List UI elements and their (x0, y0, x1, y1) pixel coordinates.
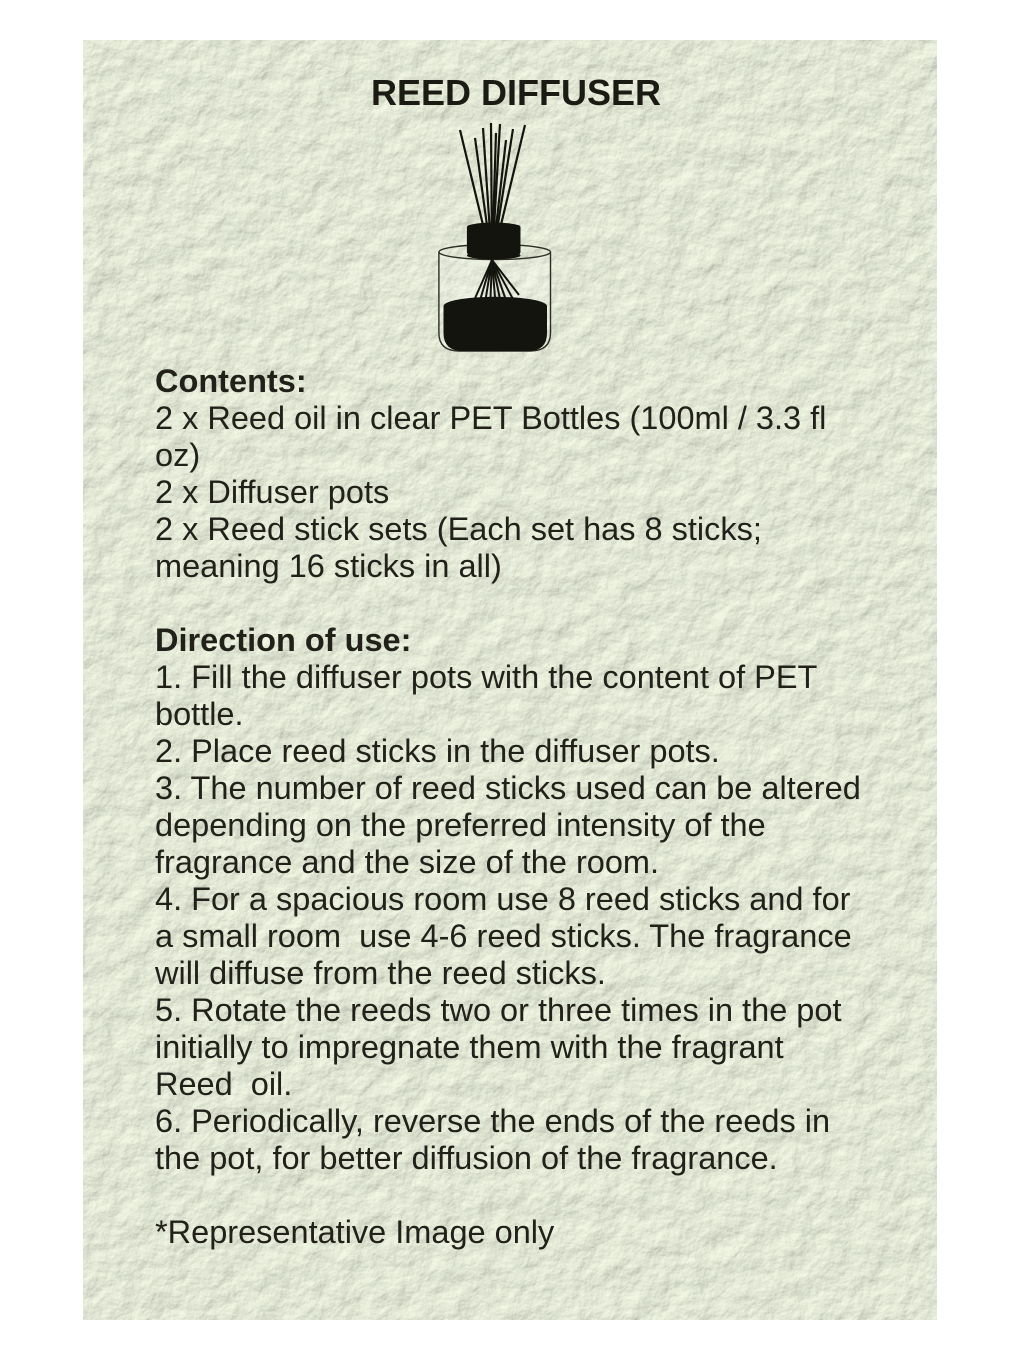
reed-diffuser-illustration (407, 120, 627, 355)
direction-step: 3. The number of reed sticks used can be altered depending on the preferred intensity of the fragrance and the size of the room. (155, 770, 870, 880)
directions-heading: Direction of use: (155, 622, 412, 658)
diffuser-cap (467, 223, 521, 260)
product-info-card (83, 40, 937, 1320)
text-column (155, 363, 870, 1251)
direction-step: 4. For a spacious room use 8 reed sticks and for a small room use 4-6 reed sticks. The fragrance will diffuse from the reed sticks. (155, 881, 861, 991)
card-content (83, 40, 937, 1320)
direction-step: 1. Fill the diffuser pots with the content of PET bottle. (155, 659, 826, 732)
diffuser-oil (444, 297, 548, 351)
contents-item: 2 x Reed oil in clear PET Bottles (100ml / 3.3 fl oz) (155, 400, 836, 473)
contents-item: 2 x Reed stick sets (Each set has 8 sticks; meaning 16 sticks in all) (155, 511, 771, 584)
footnote: *Representative Image only (155, 1214, 555, 1250)
contents-item: 2 x Diffuser pots (155, 474, 390, 510)
direction-step: 2. Place reed sticks in the diffuser pots. (155, 733, 720, 769)
contents-heading: Contents: (155, 363, 307, 399)
directions-section (155, 622, 870, 1177)
contents-section (155, 363, 866, 585)
reed-diffuser-silhouette-icon (407, 120, 627, 355)
direction-step: 6. Periodically, reverse the ends of the reeds in the pot, for better diffusion of the fragrance. (155, 1103, 840, 1176)
card-title: REED DIFFUSER (370, 72, 662, 113)
direction-step: 5. Rotate the reeds two or three times in the pot initially to impregnate them with the fragrant Reed oil. (155, 992, 851, 1102)
